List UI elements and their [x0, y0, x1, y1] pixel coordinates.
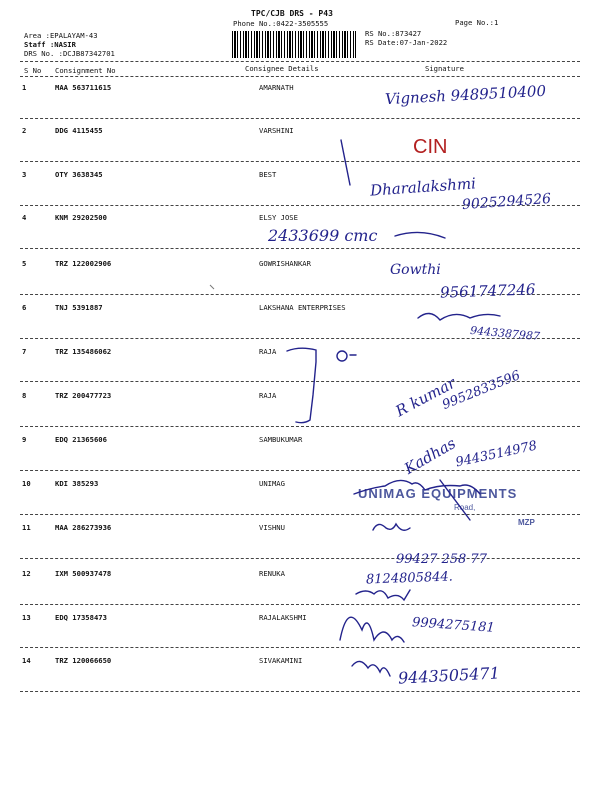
row-divider: [20, 691, 580, 692]
handwritten-phone: 9443505471: [397, 663, 501, 688]
header-rule-bottom: [20, 76, 580, 77]
row-consignment: MAA 286273936: [55, 523, 112, 532]
row-consignee: ELSY JOSE: [259, 213, 298, 222]
row-divider: [20, 248, 580, 249]
row-consignee: VARSHINI: [259, 126, 294, 135]
handwritten-phone: 9952833596: [440, 368, 523, 413]
drs-title: TPC/CJB DRS - P43: [251, 9, 333, 18]
row-consignee: RENUKA: [259, 569, 285, 578]
row-sno: 13: [22, 613, 31, 622]
row-sno: 10: [22, 479, 31, 488]
row-sno: 1: [22, 83, 27, 92]
row-sno: 11: [22, 523, 31, 532]
table-row: [0, 613, 600, 657]
handwritten-phone: 9025294526: [461, 190, 552, 214]
staff-label: Staff :NASIR: [24, 40, 76, 49]
row-sno: 9: [22, 435, 27, 444]
column-consignee: Consignee Details: [245, 64, 319, 73]
handwritten-signature: Kadhas: [401, 434, 459, 478]
handwritten-phone: 9994275181: [411, 615, 496, 636]
handwritten-phone: 9443387987: [469, 323, 541, 344]
row-consignment: MAA 563711615: [55, 83, 112, 92]
row-sno: 3: [22, 170, 27, 179]
column-consignment: Consignment No: [55, 66, 116, 75]
row-consignee: UNIMAG: [259, 479, 285, 488]
company-stamp: [350, 484, 550, 528]
row-consignee: SIVAKAMINI: [259, 656, 303, 665]
table-row: [0, 523, 600, 567]
row-consignment: TRZ 135486062: [55, 347, 112, 356]
row-sno: 14: [22, 656, 31, 665]
row-divider: [20, 558, 580, 559]
page-number: Page No.:1: [455, 18, 499, 27]
area-label: Area :EPALAYAM-43: [24, 31, 98, 40]
row-divider: [20, 161, 580, 162]
handwritten-phone: 2433699 cmc: [268, 226, 378, 245]
stamp-line: UNIMAG EQUIPMENTS: [358, 486, 518, 501]
handwritten-phone: 9443514978: [454, 438, 539, 471]
row-consignee: AMARNATH: [259, 83, 294, 92]
row-consignee: VISHNU: [259, 523, 285, 532]
row-consignee: GOWRISHANKAR: [259, 259, 311, 268]
row-consignment: EDQ 17358473: [55, 613, 107, 622]
row-consignment: OTY 3638345: [55, 170, 103, 179]
table-row: [0, 391, 600, 435]
row-consignment: KDI 385293: [55, 479, 99, 488]
row-consignment: EDQ 21365606: [55, 435, 107, 444]
row-consignment: DDG 4115455: [55, 126, 103, 135]
row-consignment: IXM 500937478: [55, 569, 112, 578]
row-sno: 4: [22, 213, 27, 222]
row-consignee: RAJA: [259, 391, 277, 400]
row-sno: 5: [22, 259, 27, 268]
handwritten-signature: Gowthi: [390, 262, 441, 278]
table-row: [0, 126, 600, 170]
drs-number: DRS No. :DCJB87342701: [24, 49, 115, 58]
table-row: [0, 569, 600, 613]
stamp-line: MZP: [518, 518, 535, 527]
handwritten-phone: 9561747246: [439, 280, 536, 302]
table-row: [0, 656, 600, 700]
row-sno: 12: [22, 569, 31, 578]
row-consignee: LAKSHANA ENTERPRISES: [259, 303, 346, 312]
handwritten-signature: CIN: [413, 136, 448, 158]
handwritten-signature: Vignesh 9489510400: [384, 81, 547, 109]
row-consignment: TRZ 200477723: [55, 391, 112, 400]
row-sno: 2: [22, 126, 27, 135]
row-sno: 8: [22, 391, 27, 400]
phone-number: Phone No.:0422-3505555: [233, 19, 329, 28]
row-divider: [20, 647, 580, 648]
row-consignment: KNM 29202500: [55, 213, 107, 222]
row-consignee: RAJA: [259, 347, 277, 356]
handwritten-phone: 8124805844.: [365, 569, 454, 588]
rs-number: RS No.:873427: [365, 29, 422, 38]
row-consignment: TRZ 120066650: [55, 656, 112, 665]
header-rule-top: [20, 61, 580, 62]
row-divider: [20, 470, 580, 471]
row-divider: [20, 118, 580, 119]
stamp-line: Road,: [454, 503, 476, 512]
column-sno: S No: [24, 66, 42, 75]
handwritten-phone: 99427 258 77: [396, 552, 487, 567]
row-sno: 7: [22, 347, 27, 356]
row-consignee: RAJALAKSHMI: [259, 613, 307, 622]
row-sno: 6: [22, 303, 27, 312]
row-consignment: TNJ 5391887: [55, 303, 103, 312]
column-signature: Signature: [425, 64, 464, 73]
handwritten-signature: R kumar: [392, 373, 459, 421]
row-consignee: BEST: [259, 170, 277, 179]
row-consignee: SAMBUKUMAR: [259, 435, 303, 444]
rs-date: RS Date:07-Jan-2022: [365, 38, 448, 47]
handwritten-signature: Dharalakshmi: [369, 174, 477, 200]
row-divider: [20, 426, 580, 427]
row-divider: [20, 604, 580, 605]
barcode: [232, 31, 356, 58]
row-consignment: TRZ 122002906: [55, 259, 112, 268]
